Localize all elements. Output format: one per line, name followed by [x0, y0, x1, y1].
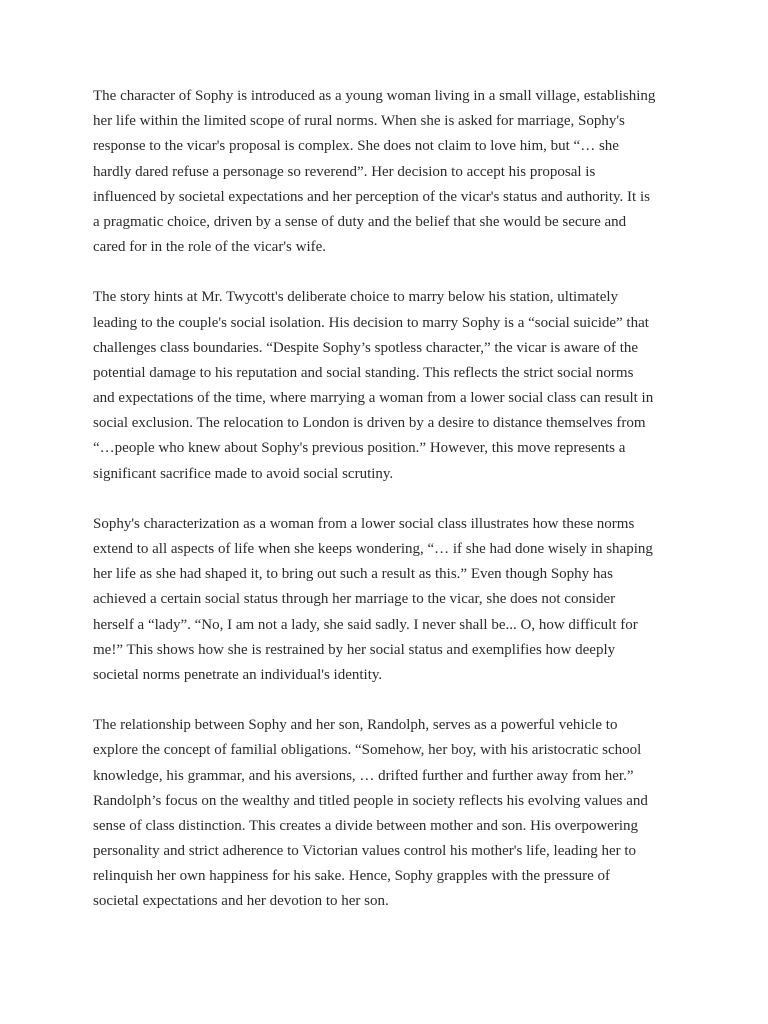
text-line: societal expectations and her devotion to her son.: [93, 893, 389, 910]
text-line: “…people who knew about Sophy's previous position.” However, this move represents a: [93, 440, 626, 457]
text-line: achieved a certain social status through her marriage to the vicar, she does not consider: [93, 591, 616, 608]
text-line: her life as she had shaped it, to bring out such a result as this.” Even though Sophy has: [93, 566, 613, 583]
paragraph-1: [93, 84, 693, 260]
text-line: explore the concept of familial obligations. “Somehow, her boy, with his aristocratic school: [93, 742, 642, 759]
text-line: The relationship between Sophy and her son, Randolph, serves as a powerful vehicle to: [93, 717, 618, 734]
text-line: The character of Sophy is introduced as a young woman living in a small village, establishing: [93, 88, 656, 104]
text-line: The story hints at Mr. Twycott's deliberate choice to marry below his station, ultimately: [93, 289, 619, 306]
text-line: her life within the limited scope of rural norms. When she is asked for marriage, Sophy's: [93, 113, 625, 130]
text-line: a pragmatic choice, driven by a sense of duty and the belief that she would be secure and: [93, 213, 627, 230]
text-line: social exclusion. The relocation to London is driven by a desire to distance themselves from: [93, 415, 646, 432]
text-line: leading to the couple's social isolation. His decision to marry Sophy is a “social suicide” that: [93, 314, 649, 331]
text-line: me!” This shows how she is restrained by her social status and exemplifies how deeply: [93, 641, 616, 658]
text-line: influenced by societal expectations and her perception of the vicar's status and authority. It is: [93, 188, 650, 205]
text-line: sense of class distinction. This creates a divide between mother and son. His overpowering: [93, 817, 639, 834]
paragraph-2: [93, 285, 693, 487]
text-line: Sophy's characterization as a woman from a lower social class illustrates how these norms: [93, 515, 635, 532]
text-line: challenges class boundaries. “Despite Sophy’s spotless character,” the vicar is aware of the: [93, 339, 639, 356]
text-line: herself a “lady”. “No, I am not a lady, she said sadly. I never shall be... O, how difficult for: [93, 616, 638, 633]
text-line: cared for in the role of the vicar's wife.: [93, 239, 327, 256]
paragraph-4: [93, 713, 693, 915]
text-line: potential damage to his reputation and social standing. This reflects the strict social norms: [93, 364, 634, 381]
text-line: relinquish her own happiness for his sake. Hence, Sophy grapples with the pressure of: [93, 868, 610, 885]
text-line: significant sacrifice made to avoid social scrutiny.: [93, 465, 394, 482]
text-line: societal norms penetrate an individual's identity.: [93, 666, 383, 683]
text-line: Randolph’s focus on the wealthy and titled people in society reflects his evolving values and: [93, 792, 648, 809]
text-line: knowledge, his grammar, and his aversions, … drifted further and further away from her.”: [93, 767, 634, 784]
text-line: and expectations of the time, where marrying a woman from a lower social class can result in: [93, 390, 654, 407]
text-line: extend to all aspects of life when she keeps wondering, “… if she had done wisely in shaping: [93, 541, 653, 557]
paragraph-3: [93, 512, 693, 688]
document-body: [93, 84, 693, 940]
text-line: response to the vicar's proposal is complex. She does not claim to love him, but “… she: [93, 138, 619, 155]
text-line: hardly dared refuse a personage so reverend”. Her decision to accept his proposal is: [93, 163, 596, 180]
text-line: personality and strict adherence to Victorian values control his mother's life, leading her to: [93, 843, 637, 860]
